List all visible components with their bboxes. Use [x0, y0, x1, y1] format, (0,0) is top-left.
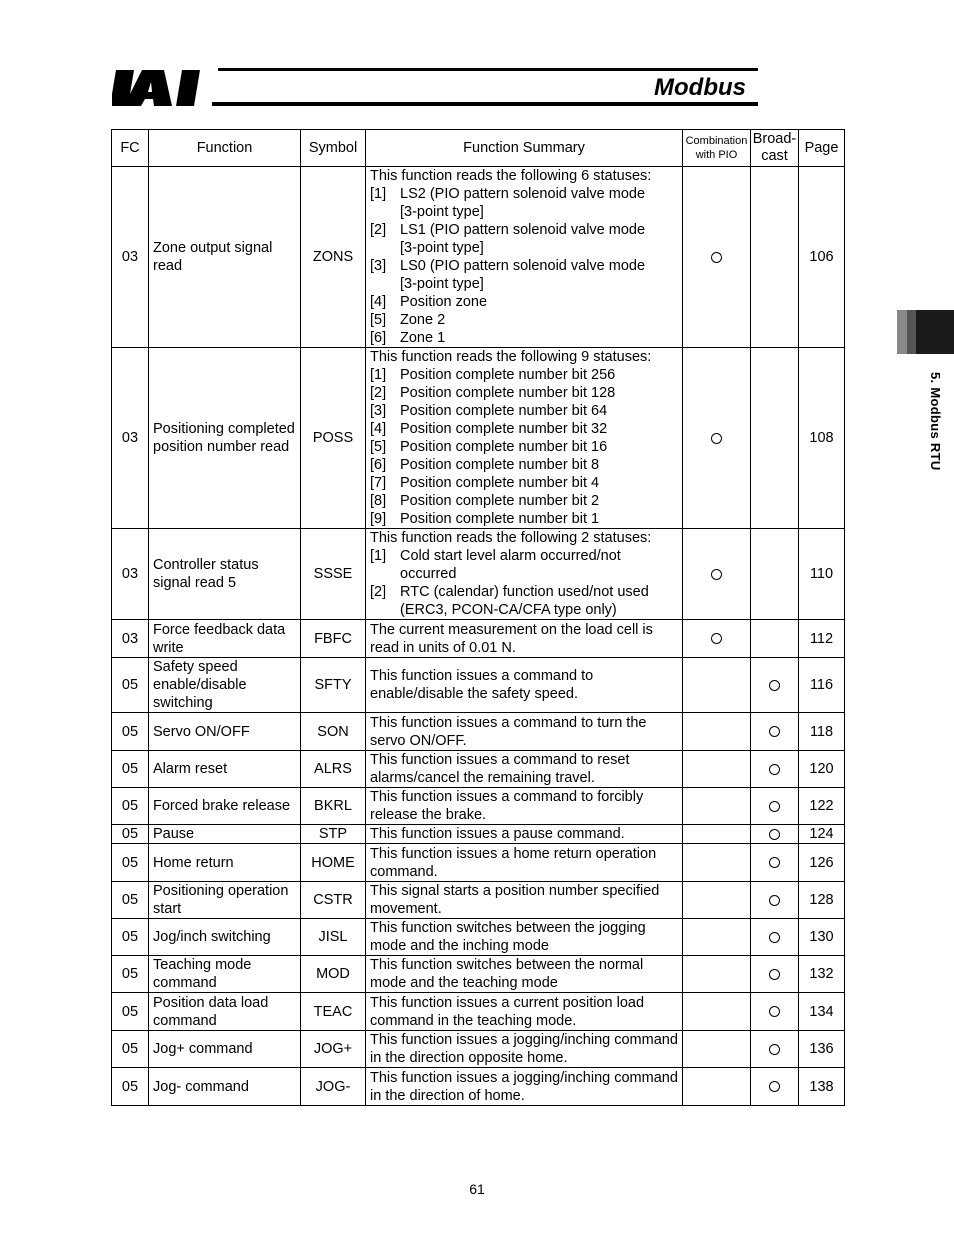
cell-function: Controller status signal read 5 [149, 529, 301, 620]
summary-item-number: [7] [370, 475, 387, 491]
cell-combination-pio [683, 620, 751, 658]
cell-fc: 05 [112, 713, 149, 751]
circle-mark-icon [711, 433, 722, 444]
cell-function: Position data load command [149, 993, 301, 1031]
summary-list-item [370, 474, 678, 492]
cell-summary [366, 1031, 683, 1068]
summary-item-number: [4] [370, 421, 387, 437]
cell-broadcast [751, 788, 799, 825]
cell-broadcast [751, 993, 799, 1031]
summary-list-item [370, 384, 678, 402]
cell-symbol: SFTY [301, 658, 366, 713]
table-row [112, 713, 845, 751]
cell-combination-pio [683, 1031, 751, 1068]
cell-fc: 05 [112, 1068, 149, 1106]
cell-broadcast [751, 620, 799, 658]
cell-symbol: JOG+ [301, 1031, 366, 1068]
summary-list-item [370, 257, 678, 275]
summary-item-text: LS2 (PIO pattern solenoid valve mode [400, 186, 646, 202]
summary-item-number: [9] [370, 511, 387, 527]
table-row [112, 348, 845, 529]
header-rule-top [218, 68, 758, 71]
cell-summary [366, 167, 683, 348]
cell-fc: 05 [112, 1031, 149, 1068]
summary-item-number [370, 275, 400, 293]
function-code-table [111, 129, 845, 1106]
cell-summary [366, 956, 683, 993]
summary-item-text: LS0 (PIO pattern solenoid valve mode [400, 258, 646, 274]
cell-combination-pio [683, 788, 751, 825]
summary-list-item [370, 239, 678, 257]
summary-list-item [370, 329, 678, 347]
table-row [112, 620, 845, 658]
summary-item-text: Position complete number bit 1 [400, 511, 600, 527]
cell-function: Jog+ command [149, 1031, 301, 1068]
summary-item-text: Position complete number bit 256 [400, 367, 616, 383]
cell-fc: 05 [112, 919, 149, 956]
cell-page: 126 [799, 844, 845, 882]
summary-item-number: [3] [370, 258, 387, 274]
table-row [112, 882, 845, 919]
cell-broadcast [751, 919, 799, 956]
summary-item-text: RTC (calendar) function used/not used [400, 584, 649, 600]
summary-item-number: [1] [370, 186, 387, 202]
cell-broadcast [751, 658, 799, 713]
cell-broadcast [751, 348, 799, 529]
summary-item-number: [8] [370, 493, 387, 509]
cell-combination-pio [683, 1068, 751, 1106]
summary-item-number [370, 239, 400, 257]
cell-symbol: STP [301, 825, 366, 844]
summary-item-number: [6] [370, 457, 387, 473]
cell-fc: 05 [112, 956, 149, 993]
summary-text: This function reads the following 9 statuses: [370, 349, 652, 365]
circle-mark-icon [769, 726, 780, 737]
cell-page: 138 [799, 1068, 845, 1106]
summary-item-text: Position zone [400, 294, 488, 310]
table-row [112, 1031, 845, 1068]
circle-mark-icon [769, 801, 780, 812]
cell-page: 124 [799, 825, 845, 844]
circle-mark-icon [769, 829, 780, 840]
summary-item-number: [2] [370, 222, 387, 238]
summary-list-item [370, 203, 678, 221]
table-header-row [112, 130, 845, 167]
cell-function: Teaching mode command [149, 956, 301, 993]
summary-item-text: Position complete number bit 4 [400, 475, 600, 491]
col-header-combination [683, 130, 751, 167]
summary-item-text: Position complete number bit 2 [400, 493, 600, 509]
cell-broadcast [751, 529, 799, 620]
summary-list-item [370, 456, 678, 474]
summary-text: This function issues a pause command. [370, 826, 625, 842]
cell-page: 112 [799, 620, 845, 658]
summary-list-item [370, 275, 678, 293]
summary-list [370, 547, 678, 619]
summary-item-text: [3-point type] [400, 204, 484, 220]
page-number: 61 [469, 1181, 485, 1197]
cell-page: 116 [799, 658, 845, 713]
cell-fc: 03 [112, 529, 149, 620]
cell-broadcast [751, 1031, 799, 1068]
cell-symbol: SON [301, 713, 366, 751]
cell-function: Positioning operation start [149, 882, 301, 919]
cell-function: Safety speed enable/disable switching [149, 658, 301, 713]
cell-summary [366, 658, 683, 713]
cell-symbol: MOD [301, 956, 366, 993]
table-row [112, 529, 845, 620]
summary-text: This function issues a command to enable/disable the safety speed. [370, 668, 594, 702]
cell-fc: 05 [112, 788, 149, 825]
summary-text: The current measurement on the load cell is read in units of 0.01 N. [370, 621, 653, 656]
table-body [112, 167, 845, 1106]
cell-page: 106 [799, 167, 845, 348]
cell-page: 122 [799, 788, 845, 825]
summary-list-item [370, 492, 678, 510]
summary-item-number: [5] [370, 312, 387, 328]
summary-item-text: Position complete number bit 128 [400, 385, 616, 401]
chapter-tab [897, 310, 954, 354]
summary-item-text: Position complete number bit 64 [400, 403, 608, 419]
header-rule-bottom [212, 102, 758, 106]
cell-combination-pio [683, 956, 751, 993]
summary-text: This function reads the following 2 statuses: [370, 530, 652, 546]
summary-list-item [370, 221, 678, 239]
cell-function: Pause [149, 825, 301, 844]
cell-fc: 05 [112, 882, 149, 919]
cell-page: 136 [799, 1031, 845, 1068]
summary-item-text: [3-point type] [400, 276, 484, 292]
summary-text: This function issues a command to turn the servo ON/OFF. [370, 714, 647, 749]
cell-combination-pio [683, 167, 751, 348]
summary-item-number: [1] [370, 367, 387, 383]
table-row [112, 993, 845, 1031]
circle-mark-icon [711, 252, 722, 263]
summary-item-text: [3-point type] [400, 240, 484, 256]
cell-page: 134 [799, 993, 845, 1031]
cell-symbol: CSTR [301, 882, 366, 919]
summary-list [370, 185, 678, 347]
summary-item-text: (ERC3, PCON-CA/CFA type only) [400, 602, 617, 618]
summary-item-number [370, 203, 400, 221]
summary-item-number [370, 565, 400, 583]
summary-item-number [370, 601, 400, 619]
cell-combination-pio [683, 658, 751, 713]
summary-item-text: Zone 2 [400, 312, 446, 328]
cell-symbol: ZONS [301, 167, 366, 348]
circle-mark-icon [769, 1081, 780, 1092]
cell-combination-pio [683, 751, 751, 788]
summary-text: This function switches between the jogging mode and the inching mode [370, 920, 646, 954]
cell-function: Servo ON/OFF [149, 713, 301, 751]
cell-broadcast [751, 956, 799, 993]
cell-summary [366, 882, 683, 919]
cell-combination-pio [683, 993, 751, 1031]
cell-symbol: BKRL [301, 788, 366, 825]
cell-broadcast [751, 825, 799, 844]
circle-mark-icon [769, 857, 780, 868]
table-row [112, 167, 845, 348]
iai-logo [112, 68, 212, 108]
cell-page: 108 [799, 348, 845, 529]
circle-mark-icon [711, 633, 722, 644]
summary-list-item [370, 293, 678, 311]
cell-page: 128 [799, 882, 845, 919]
cell-combination-pio [683, 825, 751, 844]
summary-item-number: [6] [370, 330, 387, 346]
summary-list-item [370, 420, 678, 438]
col-header-combination-line1: Combination [685, 135, 748, 147]
cell-combination-pio [683, 348, 751, 529]
cell-function: Jog- command [149, 1068, 301, 1106]
cell-fc: 05 [112, 825, 149, 844]
cell-function: Zone output signal read [149, 167, 301, 348]
cell-combination-pio [683, 919, 751, 956]
cell-summary [366, 788, 683, 825]
cell-page: 132 [799, 956, 845, 993]
table-row [112, 844, 845, 882]
summary-item-text: Cold start level alarm occurred/not [400, 548, 621, 564]
summary-text: This function switches between the normal mode and the teaching mode [370, 957, 644, 991]
circle-mark-icon [769, 969, 780, 980]
cell-function: Forced brake release [149, 788, 301, 825]
cell-combination-pio [683, 529, 751, 620]
table-row [112, 919, 845, 956]
summary-item-text: LS1 (PIO pattern solenoid valve mode [400, 222, 646, 238]
summary-list-item [370, 583, 678, 601]
cell-function: Positioning completed position number read [149, 348, 301, 529]
col-header-fc: FC [112, 130, 149, 167]
summary-item-text: Position complete number bit 32 [400, 421, 608, 437]
cell-summary [366, 825, 683, 844]
summary-item-text: Position complete number bit 8 [400, 457, 600, 473]
summary-list-item [370, 438, 678, 456]
summary-item-text: Zone 1 [400, 330, 446, 346]
summary-text: This function issues a jogging/inching command in the direction of home. [370, 1069, 678, 1104]
summary-text: This signal starts a position number specified movement. [370, 883, 660, 917]
summary-list-item [370, 402, 678, 420]
summary-item-text: Position complete number bit 16 [400, 439, 608, 455]
cell-broadcast [751, 882, 799, 919]
cell-function: Alarm reset [149, 751, 301, 788]
cell-fc: 05 [112, 844, 149, 882]
col-header-broadcast-line2: cast [761, 148, 788, 164]
circle-mark-icon [769, 680, 780, 691]
cell-summary [366, 348, 683, 529]
cell-broadcast [751, 167, 799, 348]
cell-function: Force feedback data write [149, 620, 301, 658]
cell-symbol: TEAC [301, 993, 366, 1031]
summary-text: This function issues a jogging/inching command in the direction opposite home. [370, 1032, 678, 1066]
summary-text: This function issues a command to forcibly release the brake. [370, 789, 644, 823]
summary-list-item [370, 311, 678, 329]
cell-summary [366, 751, 683, 788]
cell-page: 118 [799, 713, 845, 751]
table-row [112, 751, 845, 788]
col-header-broadcast-line1: Broad- [752, 131, 797, 147]
chapter-tab-label: 5. Modbus RTU [928, 372, 943, 471]
col-header-symbol: Symbol [301, 130, 366, 167]
cell-symbol: ALRS [301, 751, 366, 788]
cell-page: 110 [799, 529, 845, 620]
cell-summary [366, 529, 683, 620]
cell-combination-pio [683, 882, 751, 919]
cell-summary [366, 713, 683, 751]
cell-summary [366, 919, 683, 956]
cell-fc: 05 [112, 751, 149, 788]
col-header-page: Page [799, 130, 845, 167]
col-header-summary: Function Summary [366, 130, 683, 167]
summary-item-number: [5] [370, 439, 387, 455]
cell-fc: 03 [112, 620, 149, 658]
summary-item-number: [2] [370, 385, 387, 401]
col-header-function: Function [149, 130, 301, 167]
summary-item-number: [3] [370, 403, 387, 419]
circle-mark-icon [769, 895, 780, 906]
cell-combination-pio [683, 713, 751, 751]
summary-text: This function issues a command to reset alarms/cancel the remaining travel. [370, 752, 630, 786]
summary-item-number: [2] [370, 584, 387, 600]
summary-item-number: [1] [370, 548, 387, 564]
cell-broadcast [751, 844, 799, 882]
cell-page: 130 [799, 919, 845, 956]
table-row [112, 1068, 845, 1106]
circle-mark-icon [769, 932, 780, 943]
cell-symbol: JOG- [301, 1068, 366, 1106]
cell-fc: 03 [112, 348, 149, 529]
summary-list-item [370, 366, 678, 384]
circle-mark-icon [711, 569, 722, 580]
table-row [112, 956, 845, 993]
cell-symbol: HOME [301, 844, 366, 882]
cell-broadcast [751, 1068, 799, 1106]
summary-list-item [370, 510, 678, 528]
cell-symbol: FBFC [301, 620, 366, 658]
cell-summary [366, 844, 683, 882]
section-title: Modbus [654, 74, 746, 101]
col-header-broadcast [751, 130, 799, 167]
summary-list-item [370, 565, 678, 583]
cell-symbol: POSS [301, 348, 366, 529]
cell-fc: 05 [112, 993, 149, 1031]
table-row [112, 658, 845, 713]
cell-summary [366, 993, 683, 1031]
cell-fc: 03 [112, 167, 149, 348]
summary-item-number: [4] [370, 294, 387, 310]
cell-function: Home return [149, 844, 301, 882]
summary-text: This function issues a current position load command in the teaching mode. [370, 994, 645, 1029]
summary-text: This function issues a home return operation command. [370, 845, 657, 880]
cell-page: 120 [799, 751, 845, 788]
summary-list-item [370, 185, 678, 203]
summary-text: This function reads the following 6 statuses: [370, 168, 652, 184]
cell-symbol: JISL [301, 919, 366, 956]
summary-list-item [370, 601, 678, 619]
cell-symbol: SSSE [301, 529, 366, 620]
circle-mark-icon [769, 764, 780, 775]
cell-function: Jog/inch switching [149, 919, 301, 956]
table-row [112, 788, 845, 825]
cell-broadcast [751, 751, 799, 788]
summary-item-text: occurred [400, 566, 457, 582]
col-header-combination-line2: with PIO [695, 149, 738, 161]
summary-list [370, 366, 678, 528]
cell-fc: 05 [112, 658, 149, 713]
cell-combination-pio [683, 844, 751, 882]
cell-summary [366, 620, 683, 658]
cell-summary [366, 1068, 683, 1106]
cell-broadcast [751, 713, 799, 751]
summary-list-item [370, 547, 678, 565]
circle-mark-icon [769, 1044, 780, 1055]
circle-mark-icon [769, 1006, 780, 1017]
table-row [112, 825, 845, 844]
